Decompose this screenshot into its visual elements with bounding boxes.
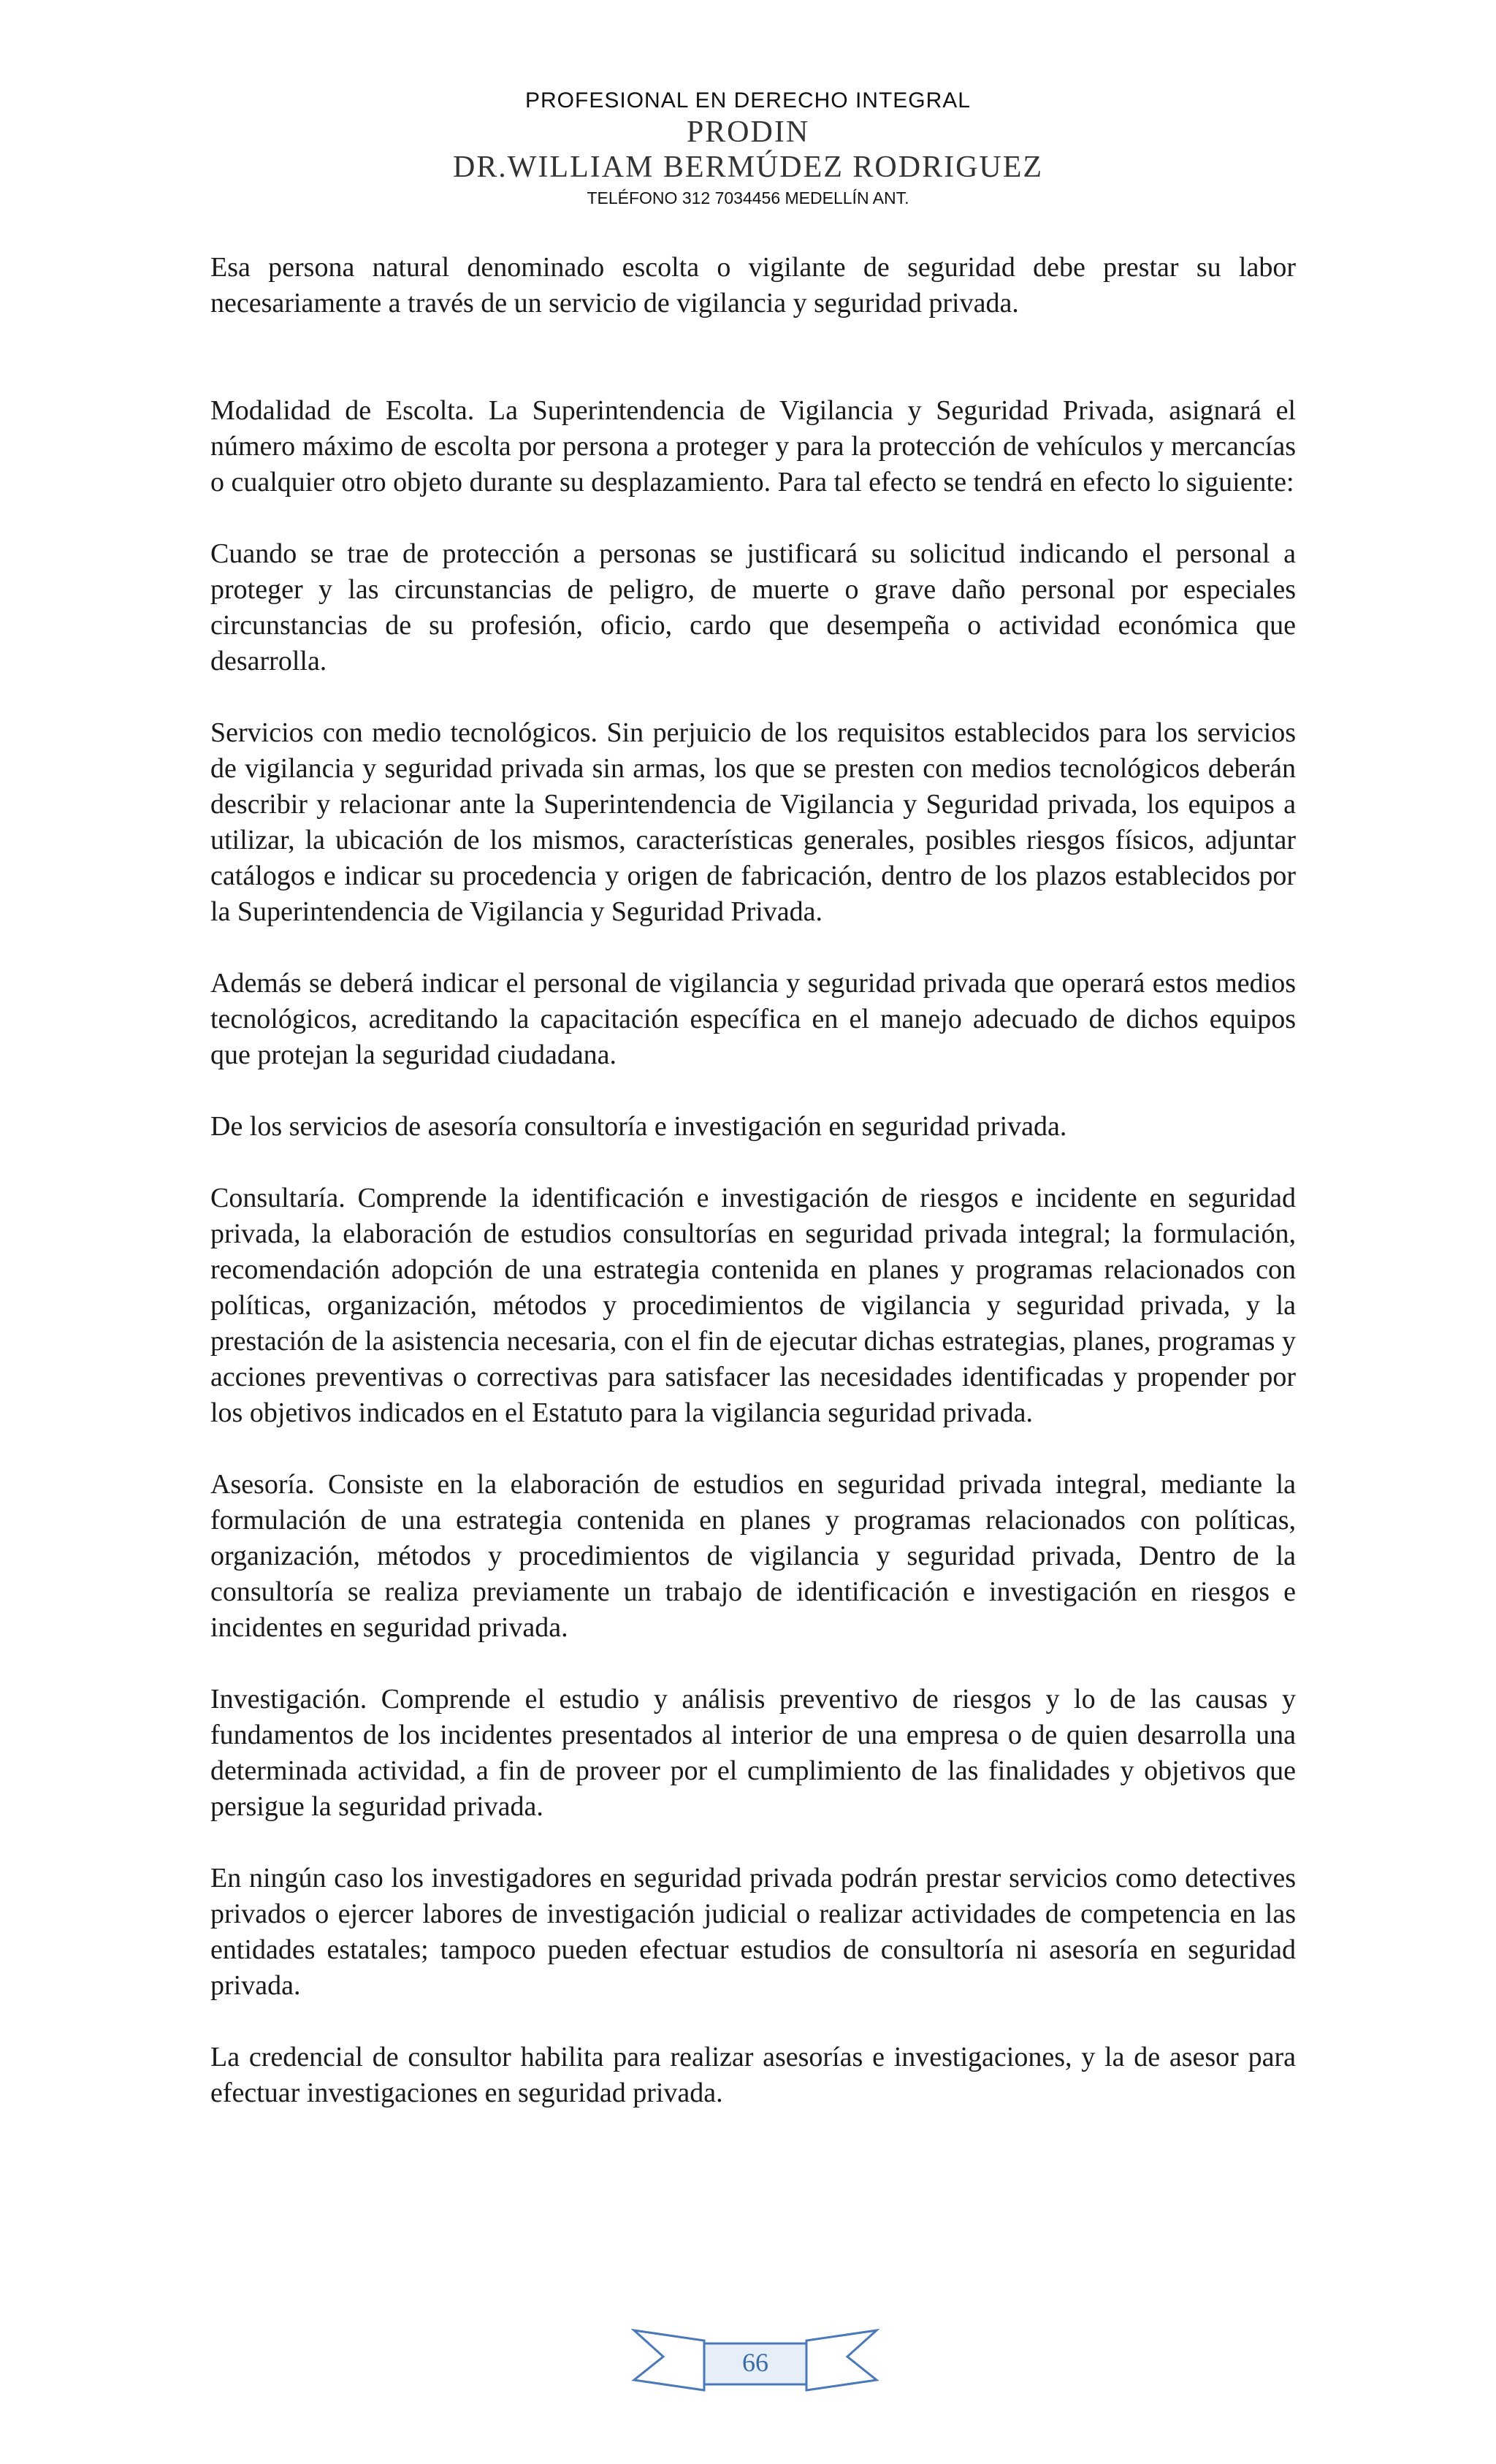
letterhead-phone: TELÉFONO 312 7034456 MEDELLÍN ANT. xyxy=(587,188,909,207)
letterhead-profession: PROFESIONAL EN DERECHO INTEGRAL xyxy=(525,88,971,112)
document-body xyxy=(210,250,1296,2147)
paragraph-investigadores: En ningún caso los investigadores en seguridad privada podrán prestar servicios como detectives privados o ejercer labores de investigación judicial o realizar actividades de competencia en las entidades estatales; tampoco pueden efectuar estudios de consultoría ni asesoría en seguridad privada. xyxy=(210,1863,1296,2001)
page-number: 66 xyxy=(742,2348,768,2377)
paragraph-credencial: La credencial de consultor habilita para realizar asesorías e investigaciones, y la de asesor para efectuar investigaciones en seguridad privada. xyxy=(210,2042,1296,2108)
paragraph-asesoria: Asesoría. Consiste en la elaboración de estudios en seguridad privada integral, mediante la formulación de una estrategia contenida en planes y programas relacionados con políticas, organización, métodos y procedimientos de vigilancia y seguridad privada, Dentro de la consultoría se realiza previamente un trabajo de identificación e investigación en riesgos e incidentes en seguridad privada. xyxy=(210,1469,1296,1643)
paragraph-investigacion: Investigación. Comprende el estudio y análisis preventivo de riesgos y lo de las causas y fundamentos de los incidentes presentados al interior de una empresa o de quien desarrolla una determinada actividad, a fin de proveer por el cumplimiento de las finalidades y objetivos que persigue la seguridad privada. xyxy=(210,1684,1296,1822)
paragraph-medios-tecnologicos: Servicios con medio tecnológicos. Sin perjuicio de los requisitos establecidos para los servicios de vigilancia y seguridad privada sin armas, los que se presten con medios tecnológicos deberán describir y relacionar ante la Superintendencia de Vigilancia y Seguridad privada, los equipos a utilizar, la ubicación de los mismos, características generales, posibles riesgos físicos, adjuntar catálogos e indicar su procedencia y origen de fabricación, dentro de los plazos establecidos por la Superintendencia de Vigilancia y Seguridad Privada. xyxy=(210,717,1296,927)
letterhead xyxy=(0,86,1496,210)
paragraph-modalidad-escolta: Modalidad de Escolta. La Superintendencia de Vigilancia y Seguridad Privada, asignará el número máximo de escolta por persona a proteger y para la protección de vehículos y mercancías o cualquier otro objeto durante su desplazamiento. Para tal efecto se tendrá en efecto lo siguiente: xyxy=(210,395,1296,497)
paragraph-escolta-intro: Esa persona natural denominado escolta o vigilante de seguridad debe prestar su labor necesariamente a través de un servicio de vigilancia y seguridad privada. xyxy=(210,252,1296,319)
paragraph-personal-operara: Además se deberá indicar el personal de vigilancia y seguridad privada que operará estos medios tecnológicos, acreditando la capacitación específica en el manejo adecuado de dichos equipos que protejan la seguridad ciudadana. xyxy=(210,968,1296,1070)
letterhead-name: DR.WILLIAM BERMÚDEZ RODRIGUEZ xyxy=(452,150,1044,184)
paragraph-proteccion-personas: Cuando se trae de protección a personas se justificará su solicitud indicando el personal a proteger y las circunstancias de peligro, de muerte o grave daño personal por especiales circunstancias de su profesión, oficio, cardo que desempeña o actividad económica que desarrolla. xyxy=(210,538,1296,676)
letterhead-brand: PRODIN xyxy=(686,115,810,149)
paragraph-consultaria: Consultaría. Comprende la identificación e investigación de riesgos e incidente en seguridad privada, la elaboración de estudios consultorías en seguridad privada integral; la formulación, recomendación adopción de una estrategia contenida en planes y programas relacionados con políticas, organización, métodos y procedimientos de vigilancia y seguridad privada, y la prestación de la asistencia necesaria, con el fin de ejecutar dichas estrategias, planes, programas y acciones preventivas o correctivas para satisfacer las necesidades identificadas y propender por los objetivos indicados en el Estatuto para la vigilancia seguridad privada. xyxy=(210,1183,1296,1428)
paragraph-servicios-asesoria: De los servicios de asesoría consultoría e investigación en seguridad privada. xyxy=(210,1111,1067,1142)
page-footer xyxy=(0,2323,1496,2403)
